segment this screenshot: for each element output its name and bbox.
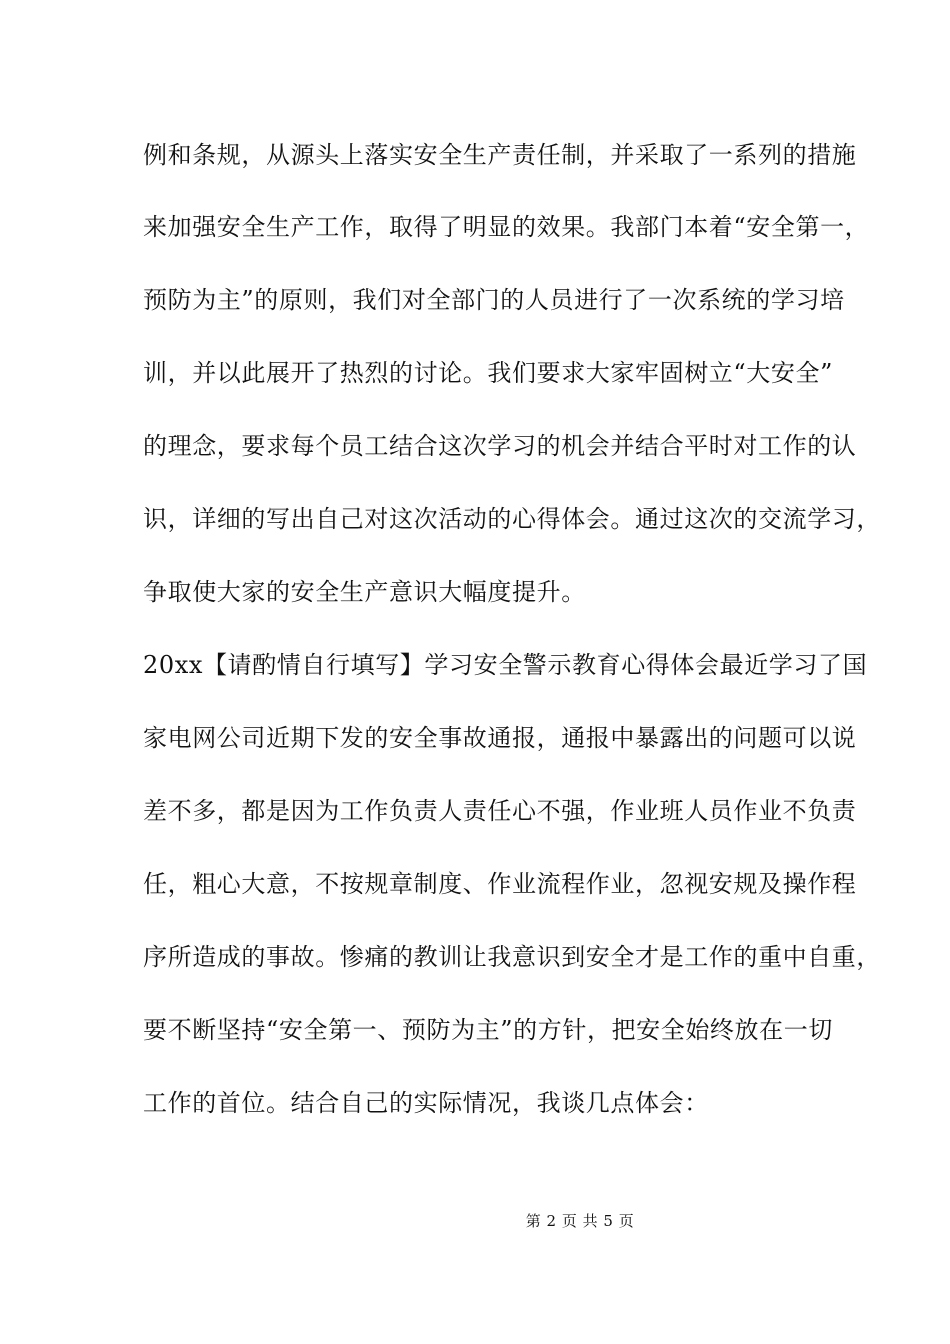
body-text-line: 争取使大家的安全生产意识大幅度提升。 (143, 578, 586, 606)
body-text-line: 差不多，都是因为工作负责人责任心不强，作业班人员作业不负责 (143, 797, 857, 825)
body-text-line: 来加强安全生产工作，取得了明显的效果。我部门本着“安全第一， (143, 213, 870, 241)
body-text-line: 家电网公司近期下发的安全事故通报，通报中暴露出的问题可以说 (143, 724, 857, 752)
page-number-footer: 第 2 页 共 5 页 (525, 1212, 635, 1230)
body-text-line: 训，并以此展开了热烈的讨论。我们要求大家牢固树立“大安全” (143, 359, 833, 387)
body-text-line: 的理念，要求每个员工结合这次学习的机会并结合平时对工作的认 (143, 432, 857, 460)
body-text-line: 序所造成的事故。惨痛的教训让我意识到安全才是工作的重中自重， (143, 943, 881, 971)
body-text-line: 要不断坚持“安全第一、预防为主”的方针，把安全始终放在一切 (143, 1016, 833, 1044)
body-text-line: 例和条规，从源头上落实安全生产责任制，并采取了一系列的措施 (143, 141, 857, 169)
body-text-line: 识，详细的写出自己对这次活动的心得体会。通过这次的交流学习， (143, 505, 881, 533)
body-text-line: 工作的首位。结合自己的实际情况，我谈几点体会： (143, 1089, 709, 1117)
body-text-line: 任，粗心大意，不按规章制度、作业流程作业，忽视安规及操作程 (143, 870, 857, 898)
body-text-line: 20xx【请酌情自行填写】学习安全警示教育心得体会最近学习了国 (143, 651, 868, 679)
body-text-line: 预防为主”的原则，我们对全部门的人员进行了一次系统的学习培 (143, 286, 845, 314)
